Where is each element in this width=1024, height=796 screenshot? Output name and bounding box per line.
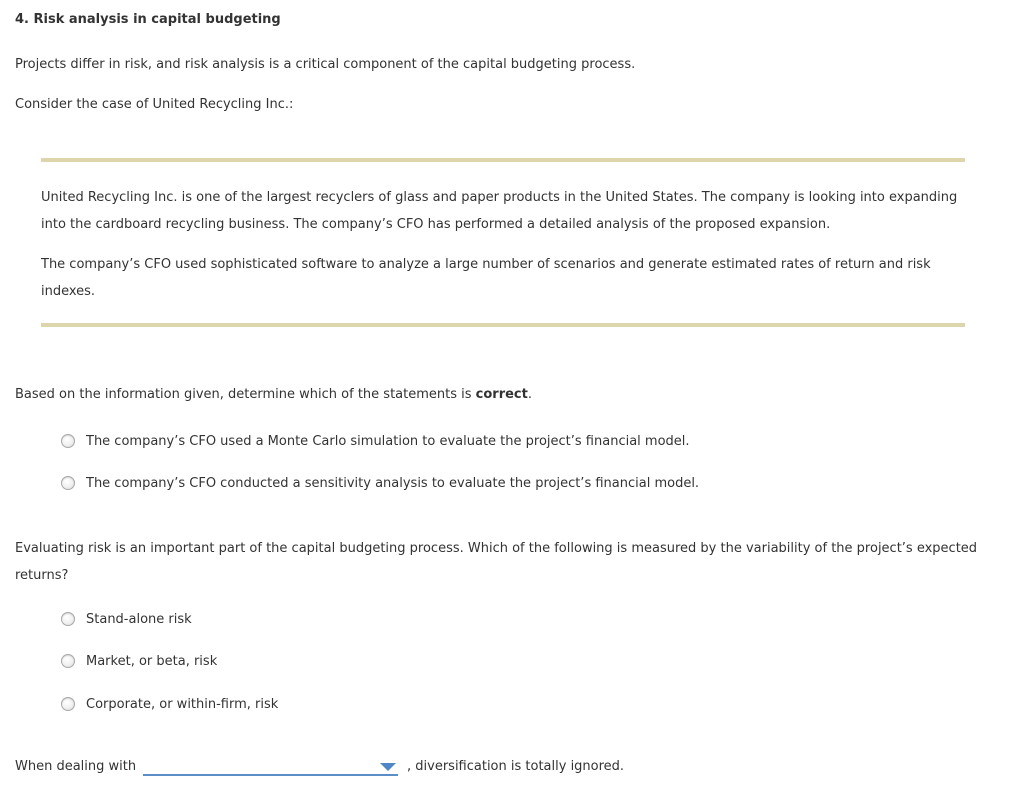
intro-text: Projects differ in risk, and risk analysis is a critical component of the capital budgeting process. bbox=[15, 57, 636, 72]
option-label: Market, or beta, risk bbox=[86, 653, 218, 669]
part3-suffix: , diversification is totally ignored. bbox=[407, 759, 625, 774]
question-title: 4. Risk analysis in capital budgeting bbox=[15, 12, 281, 27]
part2-prompt: Evaluating risk is an important part of the capital budgeting process. Which of the following is measured by the variability of the project’s expected returns? bbox=[15, 541, 978, 583]
part1-option-2[interactable] bbox=[61, 473, 699, 493]
risk-type-dropdown[interactable] bbox=[143, 757, 398, 776]
radio-button[interactable] bbox=[61, 612, 75, 626]
part2-option-2[interactable] bbox=[61, 651, 217, 671]
radio-button[interactable] bbox=[61, 434, 75, 448]
case-paragraph-1: United Recycling Inc. is one of the largest recyclers of glass and paper products in the United States. The company is looking into expanding into the cardboard recycling business. The company’s CFO has performed a detailed analysis of the proposed expansion. bbox=[41, 190, 958, 232]
chevron-down-icon[interactable] bbox=[380, 763, 396, 771]
part1-prompt-text: Based on the information given, determine which of the statements is bbox=[15, 387, 476, 402]
option-label: The company’s CFO used a Monte Carlo simulation to evaluate the project’s financial model. bbox=[86, 433, 690, 449]
radio-button[interactable] bbox=[61, 654, 75, 668]
option-label: Stand-alone risk bbox=[86, 611, 192, 627]
option-label: Corporate, or within-firm, risk bbox=[86, 696, 279, 712]
part1-prompt-period: . bbox=[527, 387, 532, 402]
radio-button[interactable] bbox=[61, 697, 75, 711]
case-box-top-rule bbox=[41, 158, 965, 162]
case-paragraph-2: The company’s CFO used sophisticated software to analyze a large number of scenarios and generate estimated rates of return and risk indexes. bbox=[41, 257, 931, 299]
case-lead-text: Consider the case of United Recycling Inc.: bbox=[15, 97, 294, 112]
case-box-bottom-rule bbox=[41, 323, 965, 327]
part3-prefix: When dealing with bbox=[15, 759, 137, 774]
option-label: The company’s CFO conducted a sensitivity analysis to evaluate the project’s financial model. bbox=[86, 475, 700, 491]
part2-option-3[interactable] bbox=[61, 694, 278, 714]
part1-option-1[interactable] bbox=[61, 431, 690, 451]
part1-prompt-emphasis: correct bbox=[475, 387, 528, 402]
radio-button[interactable] bbox=[61, 476, 75, 490]
part2-option-1[interactable] bbox=[61, 609, 192, 629]
part1-prompt bbox=[15, 387, 532, 402]
